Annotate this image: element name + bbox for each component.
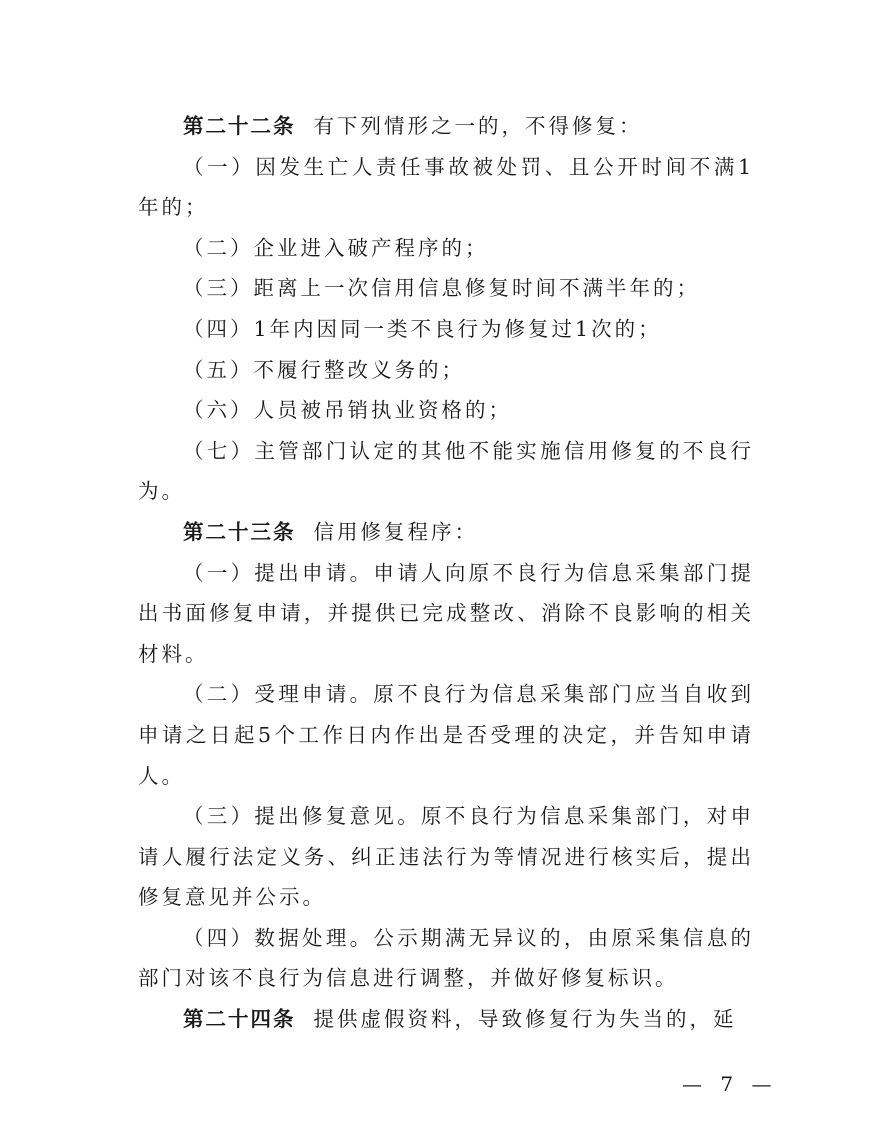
page-number: — 7 — — [682, 1072, 778, 1096]
document-body — [138, 106, 754, 1040]
list-item: （一）因发生亡人责任事故被处罚、且公开时间不满1年的； — [138, 154, 754, 220]
list-item: （六）人员被吊销执业资格的； — [183, 398, 512, 423]
article-text: 有下列情形之一的，不得修复： — [313, 114, 643, 138]
article-23 — [138, 512, 754, 553]
article-text: 提供虚假资料，导致修复行为失当的，延 — [313, 1007, 737, 1032]
article-heading: 第二十二条 — [183, 114, 296, 138]
article-22 — [138, 106, 754, 147]
list-item: （七）主管部门认定的其他不能实施信用修复的不良行为。 — [138, 438, 754, 504]
article-24 — [138, 999, 754, 1040]
article-heading: 第二十三条 — [183, 519, 296, 544]
list-item: （二）受理申请。原不良行为信息采集部门应当自收到申请之日起5个工作日内作出是否受理的决定，并告知申请人。 — [138, 682, 754, 788]
article-heading: 第二十四条 — [183, 1007, 296, 1032]
list-item: （四）数据处理。公示期满无异议的，由原采集信息的部门对该不良行为信息进行调整，并做好修复标识。 — [138, 925, 754, 991]
list-item: （一）提出申请。申请人向原不良行为信息采集部门提出书面修复申请，并提供已完成整改、消除不良影响的相关材料。 — [138, 560, 754, 666]
article-text: 信用修复程序： — [313, 519, 478, 544]
list-item: （二）企业进入破产程序的； — [183, 235, 489, 260]
list-item: （三）提出修复意见。原不良行为信息采集部门，对申请人履行法定义务、纠正违法行为等情况进行核实后，提出修复意见并公示。 — [138, 804, 754, 910]
list-item: （三）距离上一次信用信息修复时间不满半年的； — [183, 276, 700, 301]
list-item: （五）不履行整改义务的； — [183, 357, 465, 382]
list-item: （四）1年内因同一类不良行为修复过1次的； — [183, 316, 662, 341]
